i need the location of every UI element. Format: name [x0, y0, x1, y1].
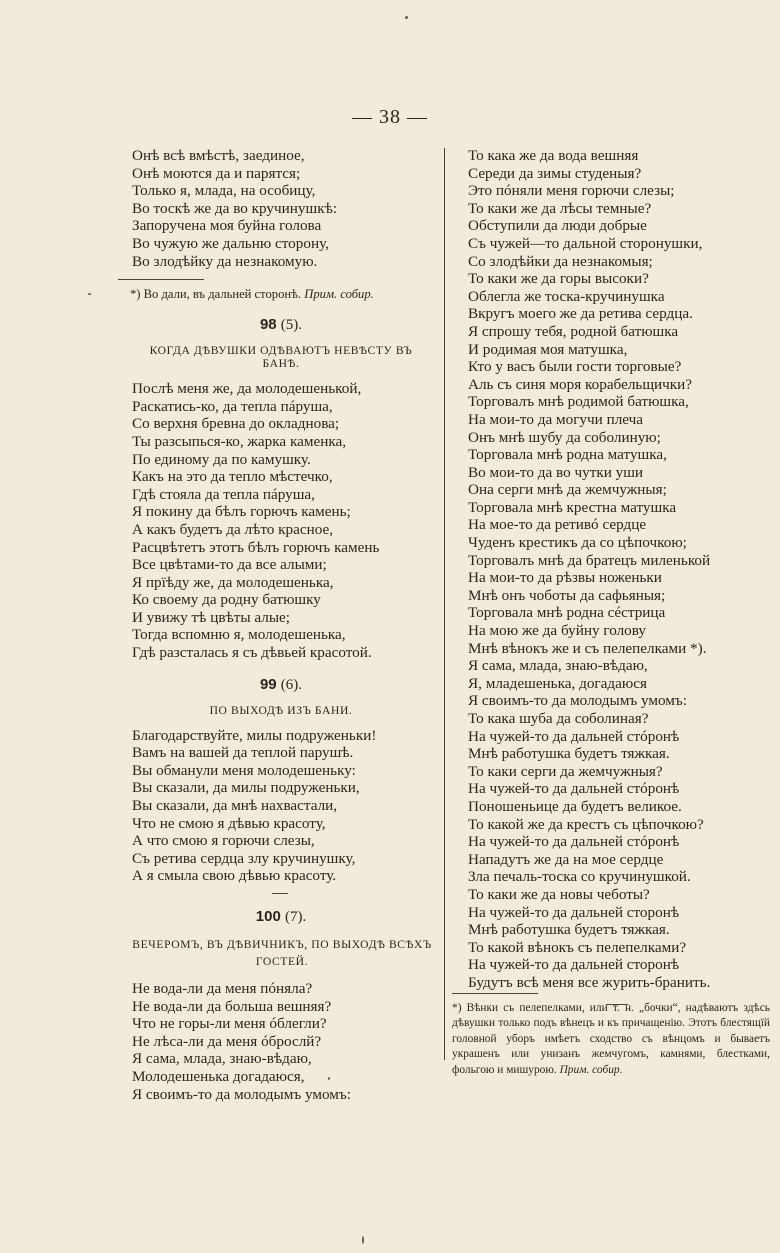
- verse-line: Торговала мнѣ родна сéстрица: [468, 604, 666, 622]
- verse-line: Вы сказали, да милы подруженьки,: [132, 779, 360, 797]
- verse-line: Вы обманули меня молодешеньку:: [132, 761, 356, 779]
- verse-line: То каки серги да жемчужныя?: [468, 762, 663, 780]
- verse-line: А что смою я горючи слезы,: [132, 832, 315, 850]
- song-number: [132, 676, 430, 694]
- verse-line: Я сама, млада, знаю-вѣдаю,: [468, 657, 648, 675]
- verse-line: Чуденъ крестикъ да со цѣпочкою;: [468, 534, 687, 552]
- song-98-verse: [132, 380, 430, 662]
- verse-line: Кто у васъ были гости торговые?: [468, 358, 682, 376]
- intro-verse: [132, 147, 430, 270]
- verse-line: Съ чужей—то дальной сторонушки,: [468, 234, 703, 252]
- song-number: [132, 908, 430, 926]
- verse-line: Вкругъ моего же да ретива сердца.: [468, 305, 693, 323]
- verse-line: Раскатись-ко, да тепла пáруша,: [132, 397, 333, 415]
- verse-line: Не вода-ли да больша вешняя?: [132, 997, 332, 1015]
- verse-line: Я покину да бѣлъ горючъ камень;: [132, 503, 351, 521]
- page-number: — 38 —: [352, 106, 428, 128]
- song-99-verse: [132, 727, 430, 885]
- verse-line: Поношеньице да будетъ великое.: [468, 797, 682, 815]
- verse-line: Во злодѣйку да незнакомую.: [132, 252, 318, 270]
- verse-line: Ты разсыпься-ко, жарка каменка,: [132, 432, 347, 450]
- verse-line: Мнѣ вѣнокъ же и съ пелепелками *).: [468, 639, 707, 657]
- verse-line: Все цвѣтами-то да все алыми;: [132, 556, 327, 574]
- song-100-verse: [132, 980, 430, 1103]
- song-number-value: 100: [255, 908, 281, 925]
- footnote-body: [452, 1001, 770, 1078]
- verse-line: На мою же да буйну голову: [468, 622, 646, 640]
- song-number-value: 98: [259, 316, 277, 334]
- verse-line: Во чужую же дальню сторону,: [132, 234, 329, 252]
- verse-line: Со верхня бревна до окладнова;: [132, 415, 340, 433]
- footnote-source: Прим. собир.: [559, 1063, 623, 1076]
- verse-line: На чужей-то да дальней стóронѣ: [468, 780, 680, 798]
- right-verse: [468, 147, 768, 992]
- paper-speck: [328, 1077, 330, 1080]
- verse-line: Ко своему да родну батюшку: [132, 591, 321, 609]
- verse-line: Во мои-то да во чутки уши: [468, 463, 644, 481]
- verse-line: Мнѣ онъ чоботы да сафьяныя;: [468, 586, 666, 604]
- song-number-paren: (7).: [284, 909, 307, 925]
- verse-line: Расцвѣтетъ этотъ бѣлъ горючъ камень: [132, 538, 380, 556]
- song-number-paren: (6).: [280, 676, 303, 693]
- verse-line: Обступили да люди добрые: [468, 217, 647, 235]
- verse-line: Гдѣ разсталась я съ дѣвьей красотой.: [132, 644, 372, 662]
- verse-line: Аль съ синя моря корабельщички?: [468, 375, 693, 393]
- verse-line: То какой же да крестъ съ цѣпочкою?: [468, 815, 704, 833]
- verse-line: Вы сказали, да мнѣ нахвастали,: [132, 797, 338, 815]
- verse-line: Я своимъ-то да молодымъ умомъ:: [132, 1085, 351, 1103]
- verse-line: То каки же да горы высоки?: [468, 270, 649, 288]
- verse-line: Мнѣ работушка будетъ тяжкая.: [468, 745, 670, 763]
- verse-line: На чужей-то да дальней стóронѣ: [468, 727, 680, 745]
- verse-line: Торговалъ мнѣ родимой батюшка,: [468, 393, 689, 411]
- verse-line: На мои-то да рѣзвы ноженьки: [468, 569, 662, 587]
- verse-line: То каки же да новы чеботы?: [468, 885, 650, 903]
- section-end-rule: [272, 893, 288, 894]
- verse-line: Середи да зимы студеныя?: [468, 164, 642, 182]
- song-number: [132, 316, 430, 334]
- footnote-rule: [452, 993, 538, 994]
- paper-speck: [405, 16, 408, 19]
- verse-line: Я спрошу тебя, родной батюшка: [468, 322, 679, 340]
- verse-line: Съ ретива сердца злу кручинушку,: [132, 849, 356, 867]
- verse-line: Гдѣ стояла да тепла пáруша,: [132, 485, 315, 503]
- verse-line: На чужей-то да дальней стóронѣ: [468, 833, 680, 851]
- verse-line: Что не горы-ли меня óблегли?: [132, 1015, 327, 1033]
- verse-line: Торговала мнѣ крестна матушка: [468, 498, 677, 516]
- footnote-text: *) Во дали, въ дальней сторонѣ.: [130, 287, 302, 302]
- verse-line: То какой вѣнокъ съ пелепелками?: [468, 938, 687, 956]
- verse-line: Послѣ меня же, да молодешенькой,: [132, 380, 362, 398]
- verse-line: То кака же да вода вешняя: [468, 147, 639, 164]
- paper-speck: [362, 1236, 364, 1244]
- verse-line: Она серги мнѣ да жемчужныя;: [468, 481, 667, 499]
- verse-line: Вамъ на вашей да теплой парушѣ.: [132, 744, 354, 762]
- right-column: [468, 147, 768, 1005]
- verse-line: Я сама, млада, знаю-вѣдаю,: [132, 1050, 312, 1068]
- verse-line: Благодарствуйте, милы подруженьки!: [132, 726, 377, 744]
- verse-line: Я, младешенька, догадаюся: [468, 674, 647, 692]
- verse-line: А я смыла свою дѣвью красоту.: [132, 867, 337, 885]
- verse-line: Во тоскѣ же да во кручинушкѣ:: [132, 199, 338, 217]
- verse-line: Облегла же тоска-кручинушка: [468, 287, 665, 305]
- footnote-text: *) Вѣнки съ пелепелками, или т. н. „бочки“, надѣваютъ здѣсь дѣвушки только подъ вѣнецъ и къ причащенію. Этотъ блестящїй головной уборъ имѣетъ сходство съ вѣнцомъ и бываетъ украшенъ или унизанъ жемчугомъ, камнями, блестками, фольгою и мишурою.: [452, 1002, 770, 1076]
- verse-line: То кака шуба да соболиная?: [468, 710, 649, 727]
- song-number-value: 99: [259, 675, 277, 693]
- verse-line: Молодешенька догадаюся,: [132, 1067, 305, 1085]
- verse-line: На чужей-то да дальней сторонѣ: [468, 903, 680, 921]
- verse-line: Не лѣса-ли да меня óброслй?: [132, 1032, 322, 1050]
- verse-line: Это пóняли меня горючи слезы;: [468, 182, 675, 200]
- verse-line: И родимая моя матушка,: [468, 340, 628, 358]
- verse-line: Нападутъ же да на мое сердце: [468, 850, 664, 868]
- footnote-source: Прим. собир.: [304, 287, 374, 302]
- verse-line: Я своимъ-то да молодымъ умомъ:: [468, 692, 687, 710]
- verse-line: Онѣ всѣ вмѣстѣ, заединое,: [132, 147, 305, 164]
- left-column: [132, 147, 430, 1103]
- verse-line: На мое-то да ретивó сердце: [468, 516, 647, 534]
- verse-line: Что не смою я дѣвью красоту,: [132, 814, 326, 832]
- verse-line: А какъ будетъ да лѣто красное,: [132, 520, 334, 538]
- verse-line: Со злодѣйки да незнакомыя;: [468, 252, 653, 270]
- verse-line: Какъ на это да тепло мѣстечко,: [132, 468, 333, 486]
- verse-line: Запоручена моя буйна голова: [132, 217, 322, 235]
- song-number-paren: (5).: [280, 317, 303, 334]
- verse-line: По единому да по камушку.: [132, 450, 311, 468]
- verse-line: На мои-то да могучи плеча: [468, 410, 644, 428]
- song-title: ПО ВЫХОДѢ ИЗЪ БАНИ.: [209, 703, 353, 717]
- column-divider: [444, 148, 445, 1060]
- verse-line: Торговала мнѣ родна матушка,: [468, 446, 667, 464]
- verse-line: Онѣ моются да и парятся;: [132, 164, 301, 182]
- verse-line: Зла печаль-тоска со кручинушкой.: [468, 868, 691, 886]
- song-title: КОГДА ДѢВУШКИ ОДѢВАЮТЪ НЕВѢСТУ ВЪ БАНѢ.: [149, 344, 413, 371]
- verse-line: Онъ мнѣ шубу да соболиную;: [468, 428, 661, 446]
- verse-line: И увижу тѣ цвѣты алые;: [132, 608, 291, 626]
- verse-line: Я прїѣду же, да молодешенька,: [132, 573, 334, 591]
- song-title: ВЕЧЕРОМЪ, ВЪ ДѢВИЧНИКЪ, ПО ВЫХОДѢ ВСѢХЪ ГОСТЕЙ.: [132, 938, 432, 968]
- verse-line: Не вода-ли да меня пóняла?: [132, 980, 313, 997]
- right-footnote: [452, 993, 770, 1078]
- paper-speck: [88, 293, 91, 295]
- left-footnote: [130, 286, 430, 302]
- verse-line: На чужей-то да дальней сторонѣ: [468, 956, 680, 974]
- verse-line: Тогда вспомню я, молодешенька,: [132, 626, 346, 644]
- verse-line: Будутъ всѣ меня все журить-бранить.: [468, 973, 711, 991]
- verse-line: То каки же да лѣсы темные?: [468, 199, 652, 217]
- verse-line: Торговалъ мнѣ да братецъ миленькой: [468, 551, 711, 569]
- footnote-rule: [118, 279, 204, 280]
- verse-line: Мнѣ работушка будетъ тяжкая.: [468, 921, 670, 939]
- verse-line: Только я, млада, на особицу,: [132, 182, 316, 200]
